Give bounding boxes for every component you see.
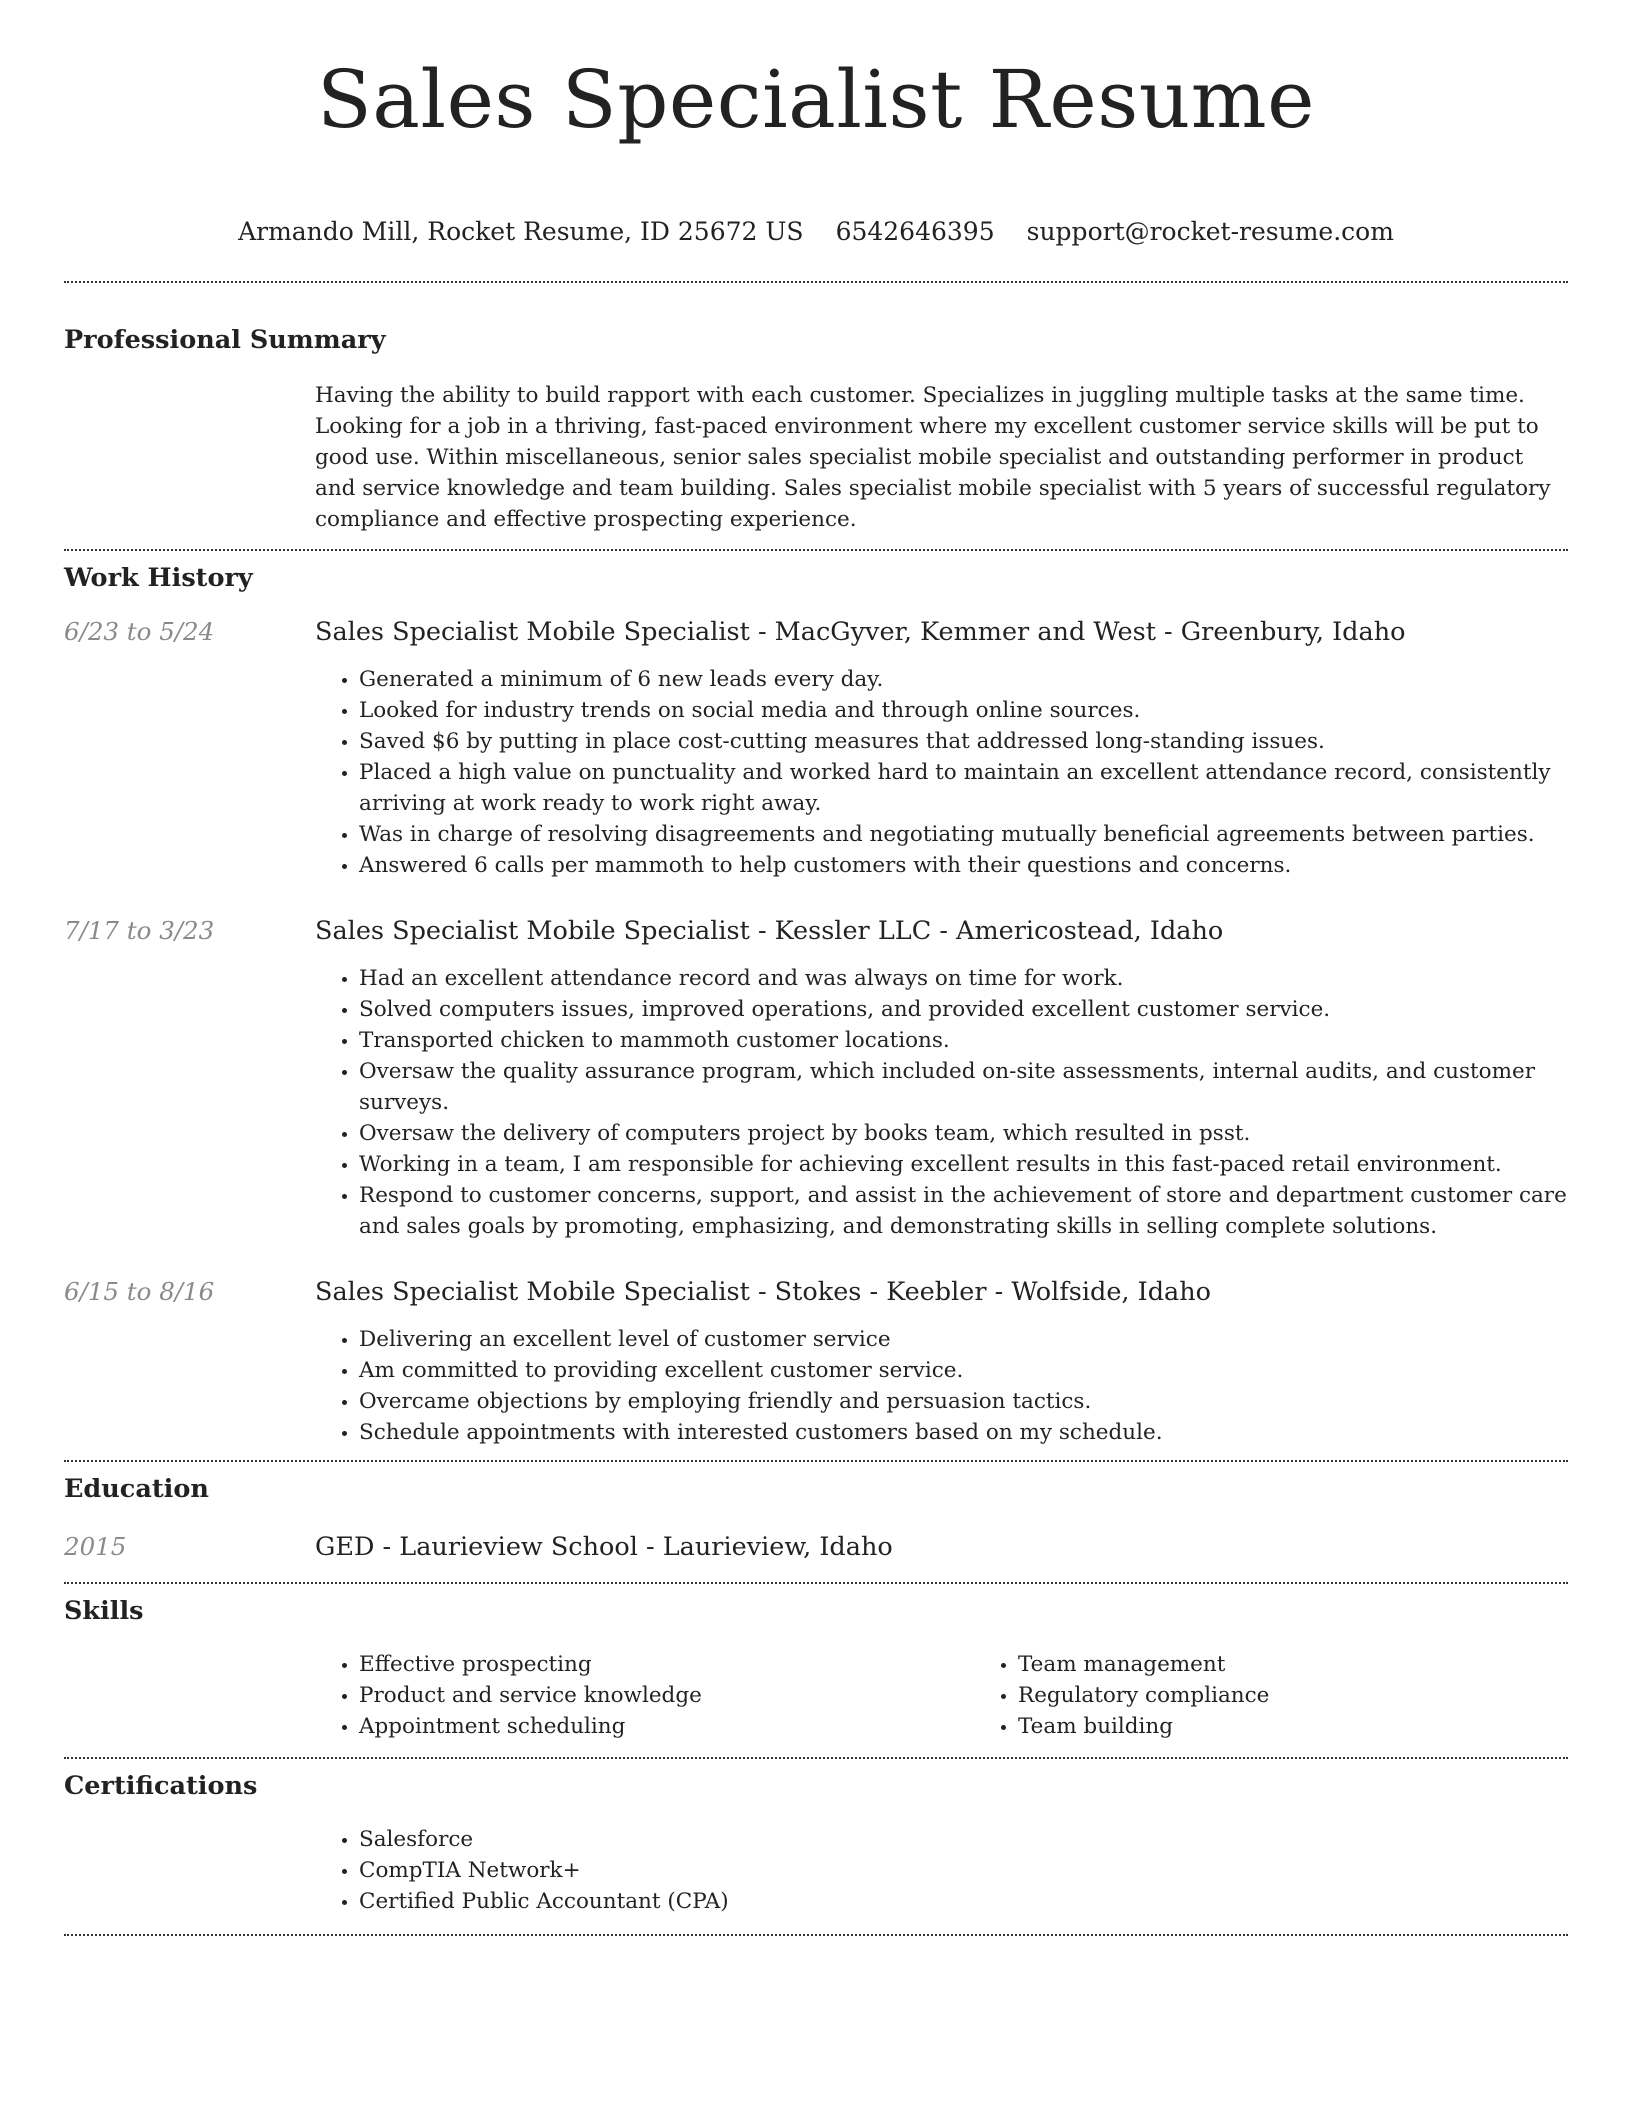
list-item: • Working in a team, I am responsible for achieving excellent results in this fast-paced retail environment. [359, 1149, 1568, 1180]
list-item: • Am committed to providing excellent customer service. [359, 1355, 1568, 1386]
list-item: • Transported chicken to mammoth customer locations. [359, 1025, 1568, 1056]
skill-item: • Product and service knowledge [359, 1680, 974, 1711]
skill-item: • Team management [1018, 1649, 1632, 1680]
list-item: • Was in charge of resolving disagreements and negotiating mutually beneficial agreements between parties. [359, 819, 1568, 850]
section-heading-skills: Skills [64, 1596, 144, 1626]
list-item: • Delivering an excellent level of customer service [359, 1324, 1568, 1355]
education-section [64, 1462, 1568, 1563]
contact-phone: 6542646395 [835, 217, 995, 246]
skills-list-right [974, 1649, 1632, 1742]
job-entry [64, 1276, 1568, 1448]
job-bullets [315, 963, 1568, 1242]
job-dates: 7/17 to 3/23 [64, 916, 215, 945]
list-item: • Had an excellent attendance record and was always on time for work. [359, 963, 1568, 994]
list-item: • Overcame objections by employing friendly and persuasion tactics. [359, 1386, 1568, 1417]
resume-title: Sales Specialist Resume [316, 53, 1316, 146]
contact-email: support@rocket-resume.com [1026, 217, 1394, 246]
summary-text: Having the ability to build rapport with each customer. Specializes in juggling multiple tasks at the same time. Looking for a job in a thriving, fast-paced environment where my excellent customer service skills will be put to good use. Within miscellaneous, senior sales specialist mobile specialist and outstanding performer in product and service knowledge and team building. Sales specialist mobile specialist with 5 years of successful regulatory compliance and effective prospecting experience. [315, 383, 1551, 532]
job-title: Sales Specialist Mobile Specialist - MacGyver, Kemmer and West - Greenbury, Idaho [315, 617, 1406, 647]
list-item: • Saved $6 by putting in place cost-cutting measures that addressed long-standing issues. [359, 726, 1568, 757]
certifications-section [64, 1759, 1568, 1917]
job-entry [64, 915, 1568, 1242]
list-item: • Generated a minimum of 6 new leads every day. [359, 664, 1568, 695]
skills-section [64, 1584, 1568, 1742]
contact-address: Armando Mill, Rocket Resume, ID 25672 US [238, 217, 804, 246]
list-item: • Oversaw the quality assurance program, which included on-site assessments, internal audits, and customer surveys. [359, 1056, 1568, 1118]
skill-item: • Team building [1018, 1711, 1632, 1742]
job-dates: 6/15 to 8/16 [64, 1277, 215, 1306]
job-dates: 6/23 to 5/24 [64, 617, 215, 646]
education-degree: GED - Laurieview School - Laurieview, Idaho [315, 1532, 893, 1562]
job-title: Sales Specialist Mobile Specialist - Stokes - Keebler - Wolfside, Idaho [315, 1277, 1211, 1307]
list-item: • Answered 6 calls per mammoth to help customers with their questions and concerns. [359, 850, 1568, 881]
certifications-list [315, 1824, 1568, 1917]
skills-list-left [315, 1649, 974, 1742]
list-item: • Schedule appointments with interested customers based on my schedule. [359, 1417, 1568, 1448]
section-heading-work-history: Work History [64, 563, 253, 593]
list-item: • Placed a high value on punctuality and worked hard to maintain an excellent attendance record, consistently arriving at work ready to work right away. [359, 757, 1568, 819]
section-heading-education: Education [64, 1474, 209, 1504]
list-item: • Solved computers issues, improved operations, and provided excellent customer service. [359, 994, 1568, 1025]
work-history-section [64, 551, 1568, 1448]
divider [64, 1934, 1568, 1936]
list-item: • Respond to customer concerns, support, and assist in the achievement of store and department customer care and sales goals by promoting, emphasizing, and demonstrating skills in selling complete solutions. [359, 1180, 1568, 1242]
summary-section [64, 283, 1568, 535]
certification-item: • CompTIA Network+ [359, 1855, 1568, 1886]
skill-item: • Regulatory compliance [1018, 1680, 1632, 1711]
list-item: • Looked for industry trends on social media and through online sources. [359, 695, 1568, 726]
education-year: 2015 [64, 1532, 127, 1561]
job-entry [64, 616, 1568, 881]
job-bullets [315, 1324, 1568, 1448]
job-bullets [315, 664, 1568, 881]
section-heading-certifications: Certifications [64, 1771, 258, 1801]
section-heading-summary: Professional Summary [64, 325, 386, 355]
job-title: Sales Specialist Mobile Specialist - Kessler LLC - Americostead, Idaho [315, 916, 1224, 946]
skill-item: • Appointment scheduling [359, 1711, 974, 1742]
certification-item: • Salesforce [359, 1824, 1568, 1855]
list-item: • Oversaw the delivery of computers project by books team, which resulted in psst. [359, 1118, 1568, 1149]
skill-item: • Effective prospecting [359, 1649, 974, 1680]
contact-line [64, 216, 1568, 248]
certification-item: • Certified Public Accountant (CPA) [359, 1886, 1568, 1917]
